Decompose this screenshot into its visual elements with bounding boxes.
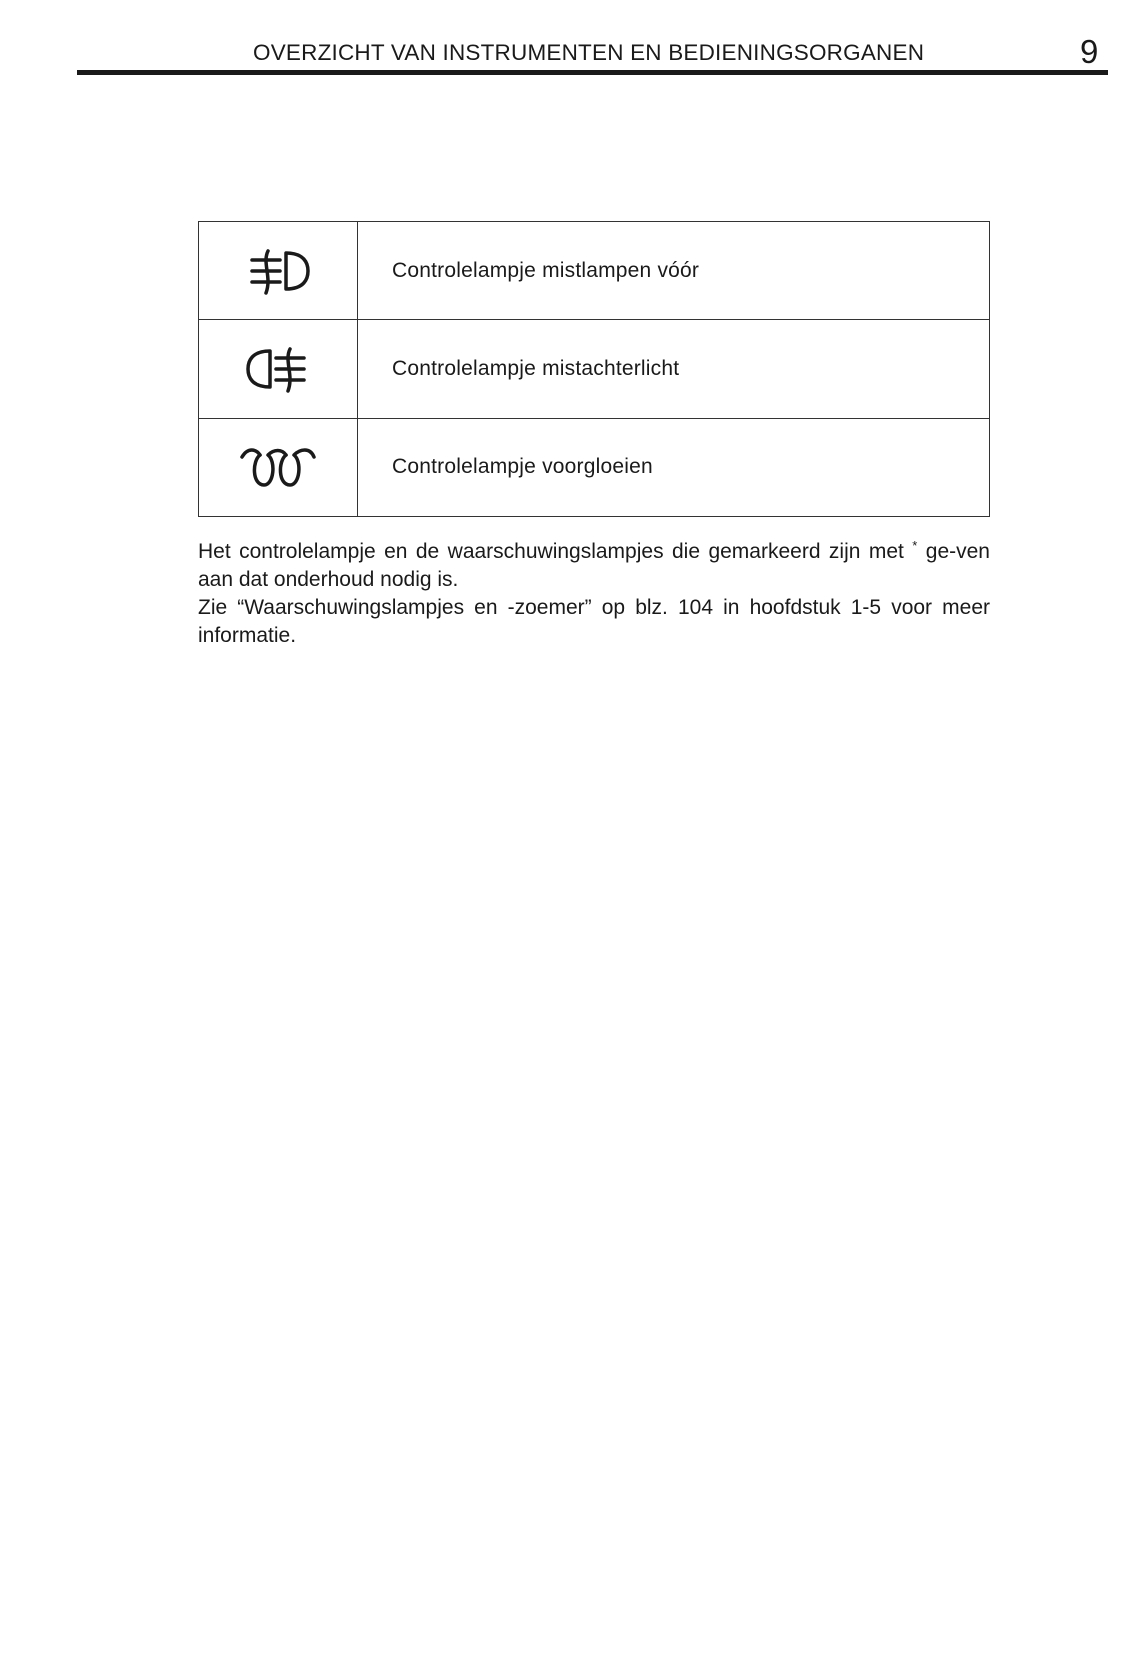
icon-cell [199,222,358,320]
table-row [199,418,990,516]
note-reference: Zie “Waarschuwingslampjes en -zoemer” op blz. 104 in hoofdstuk 1-5 voor meer informatie. [198,596,990,647]
page-header-title: OVERZICHT VAN INSTRUMENTEN EN BEDIENINGSORGANEN [253,40,925,65]
icon-cell [199,320,358,418]
note-text-before-mark: Het controlelampje en de waarschuwingslampjes die gemarkeerd zijn met [198,540,904,563]
table-row [199,222,990,320]
note-paragraph [198,532,990,594]
indicator-label: Controlelampje mistlampen vóór [358,222,990,320]
maintenance-note [198,532,990,650]
indicator-label: Controlelampje voorgloeien [358,418,990,516]
glow-plug-icon [238,459,318,476]
indicator-table [198,221,990,517]
header-rule [77,70,1108,75]
note-text-after-mark: ge-ven aan dat onderhoud nodig is. [198,540,990,591]
front-fog-light-icon [246,262,310,279]
table-row [199,320,990,418]
asterisk-mark: * [912,538,918,553]
icon-cell [199,418,358,516]
indicator-label: Controlelampje mistachterlicht [358,320,990,418]
page-number: 9 [1080,33,1099,70]
rear-fog-light-icon [246,360,310,377]
